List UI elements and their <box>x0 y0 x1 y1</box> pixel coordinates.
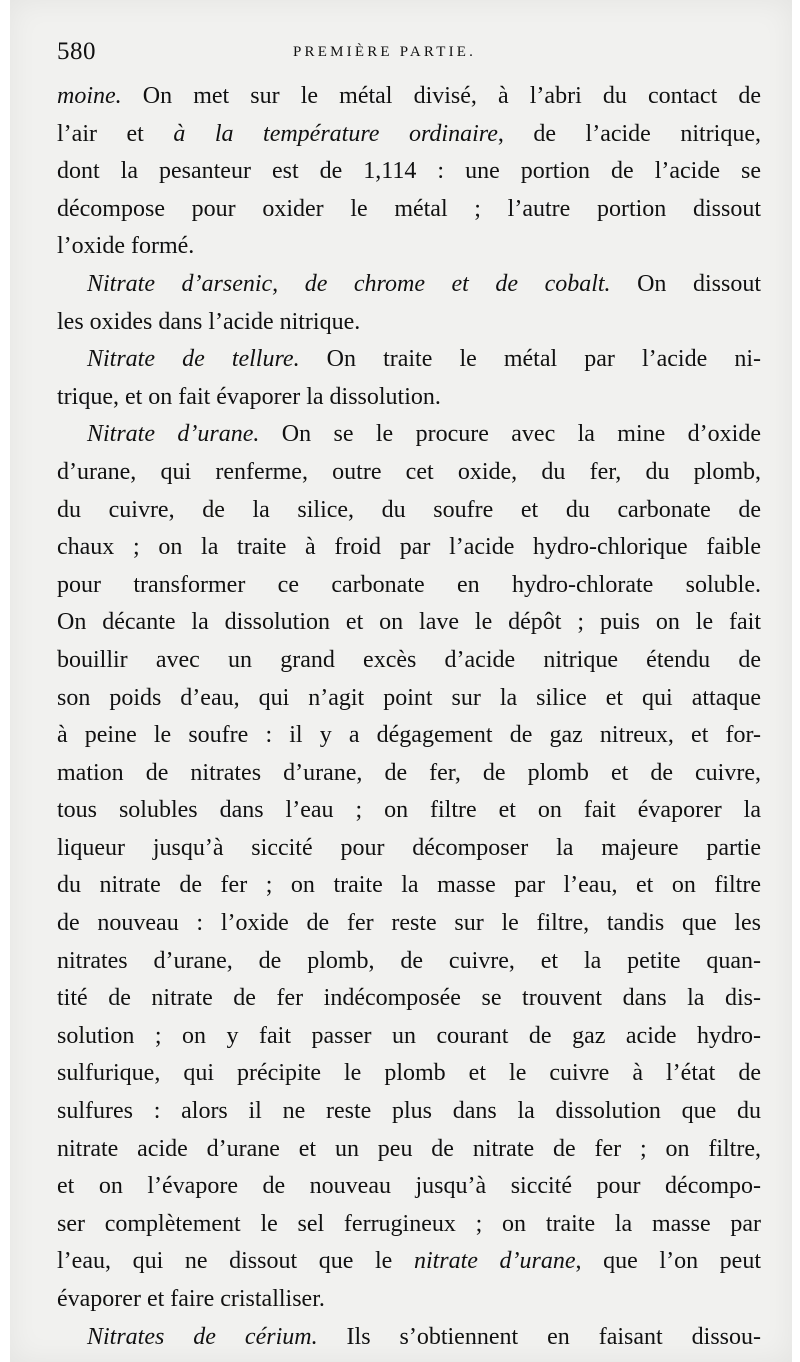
text-line: nitrates d’urane, de plomb, de cuivre, et la petite quan- <box>57 947 761 974</box>
text-line: chaux ; on la traite à froid par l’acide hydro-chlorique faible <box>57 534 761 561</box>
paragraph-nitrate-urane <box>57 416 761 454</box>
text-run: , que l’on peut <box>575 1248 761 1275</box>
text-line: de nouveau : l’oxide de fer reste sur le filtre, tandis que les <box>57 910 761 937</box>
text-line: sulfures : alors il ne reste plus dans la dissolution que du <box>57 1098 761 1125</box>
running-head: PREMIÈRE PARTIE. <box>293 44 477 60</box>
book-page <box>10 0 792 1362</box>
text-line: du nitrate de fer ; on traite la masse par l’eau, et on filtre <box>57 872 761 899</box>
text-run: On se le procure avec la mine d’oxide <box>259 421 761 448</box>
text-line: les oxides dans l’acide nitrique. <box>57 308 361 335</box>
text-run: Ils s’obtiennent en faisant dissou- <box>317 1323 761 1350</box>
text-line: dont la pesanteur est de 1,114 : une portion de l’acide se <box>57 158 761 185</box>
text-line: l’oxide formé. <box>57 233 195 260</box>
italic-text: nitrate d’urane <box>413 1248 576 1275</box>
text-line: bouillir avec un grand excès d’acide nitrique étendu de <box>57 646 761 673</box>
text-line: tité de nitrate de fer indécomposée se trouvent dans la dis- <box>57 985 761 1012</box>
text-line: trique, et on fait évaporer la dissolution. <box>57 383 441 410</box>
text-line: mation de nitrates d’urane, de fer, de plomb et de cuivre, <box>57 759 761 786</box>
text-line: On décante la dissolution et on lave le dépôt ; puis on le fait <box>57 609 761 636</box>
paragraph-nitrates-cerium <box>57 1319 761 1357</box>
text-line: sulfurique, qui précipite le plomb et le cuivre à l’état de <box>57 1060 761 1087</box>
page-number: 580 <box>57 38 96 65</box>
text-line: tous solubles dans l’eau ; on filtre et on fait évaporer la <box>57 797 761 824</box>
text-run: On traite le métal par l’acide ni- <box>299 346 761 373</box>
text-line: son poids d’eau, qui n’agit point sur la silice et qui attaque <box>57 684 761 711</box>
paragraph-heading: Nitrate d’arsenic, de chrome et de cobalt. <box>87 270 611 297</box>
paragraph-nitrate-arsenic <box>57 266 761 304</box>
text-line: décompose pour oxider le métal ; l’autre portion dissout <box>57 195 761 222</box>
text-line: évaporer et faire cristalliser. <box>57 1286 325 1312</box>
text-run: l’eau, qui ne dissout que le <box>57 1248 414 1275</box>
text-line: nitrate acide d’urane et un peu de nitrate de fer ; on filtre, <box>57 1135 761 1162</box>
text-line <box>57 116 761 154</box>
text-line: du cuivre, de la silice, du soufre et du carbonate de <box>57 496 761 523</box>
paragraph-heading: Nitrate d’urane. <box>87 421 260 448</box>
text-line: à peine le soufre : il y a dégagement de gaz nitreux, et for- <box>57 722 761 749</box>
italic-text: moine. <box>57 83 122 109</box>
italic-text: à la température ordinaire <box>173 120 498 147</box>
text-run: On dissout <box>610 270 761 297</box>
text-line: pour transformer ce carbonate en hydro-chlorate soluble. <box>57 571 761 598</box>
text-line: d’urane, qui renferme, outre cet oxide, du fer, du plomb, <box>57 458 761 485</box>
text-line <box>57 1243 761 1281</box>
text-line: solution ; on y fait passer un courant de gaz acide hydro- <box>57 1022 761 1049</box>
paragraph-nitrate-tellure <box>57 341 761 379</box>
text-line: liqueur jusqu’à siccité pour décomposer la majeure partie <box>57 834 761 861</box>
page-header <box>57 38 757 68</box>
text-line <box>57 78 761 116</box>
text-run: On met sur le métal divisé, à l’abri du contact de <box>121 83 761 109</box>
paragraph-heading: Nitrates de cérium. <box>87 1323 318 1350</box>
text-line: ser complètement le sel ferrugineux ; on traite la masse par <box>57 1210 761 1237</box>
text-line: et on l’évapore de nouveau jusqu’à siccité pour décompo- <box>57 1173 761 1200</box>
body-text <box>57 78 761 1356</box>
text-run: , de l’acide nitrique, <box>497 120 761 147</box>
text-run: l’air et <box>57 120 174 147</box>
paragraph-heading: Nitrate de tellure. <box>87 346 300 373</box>
